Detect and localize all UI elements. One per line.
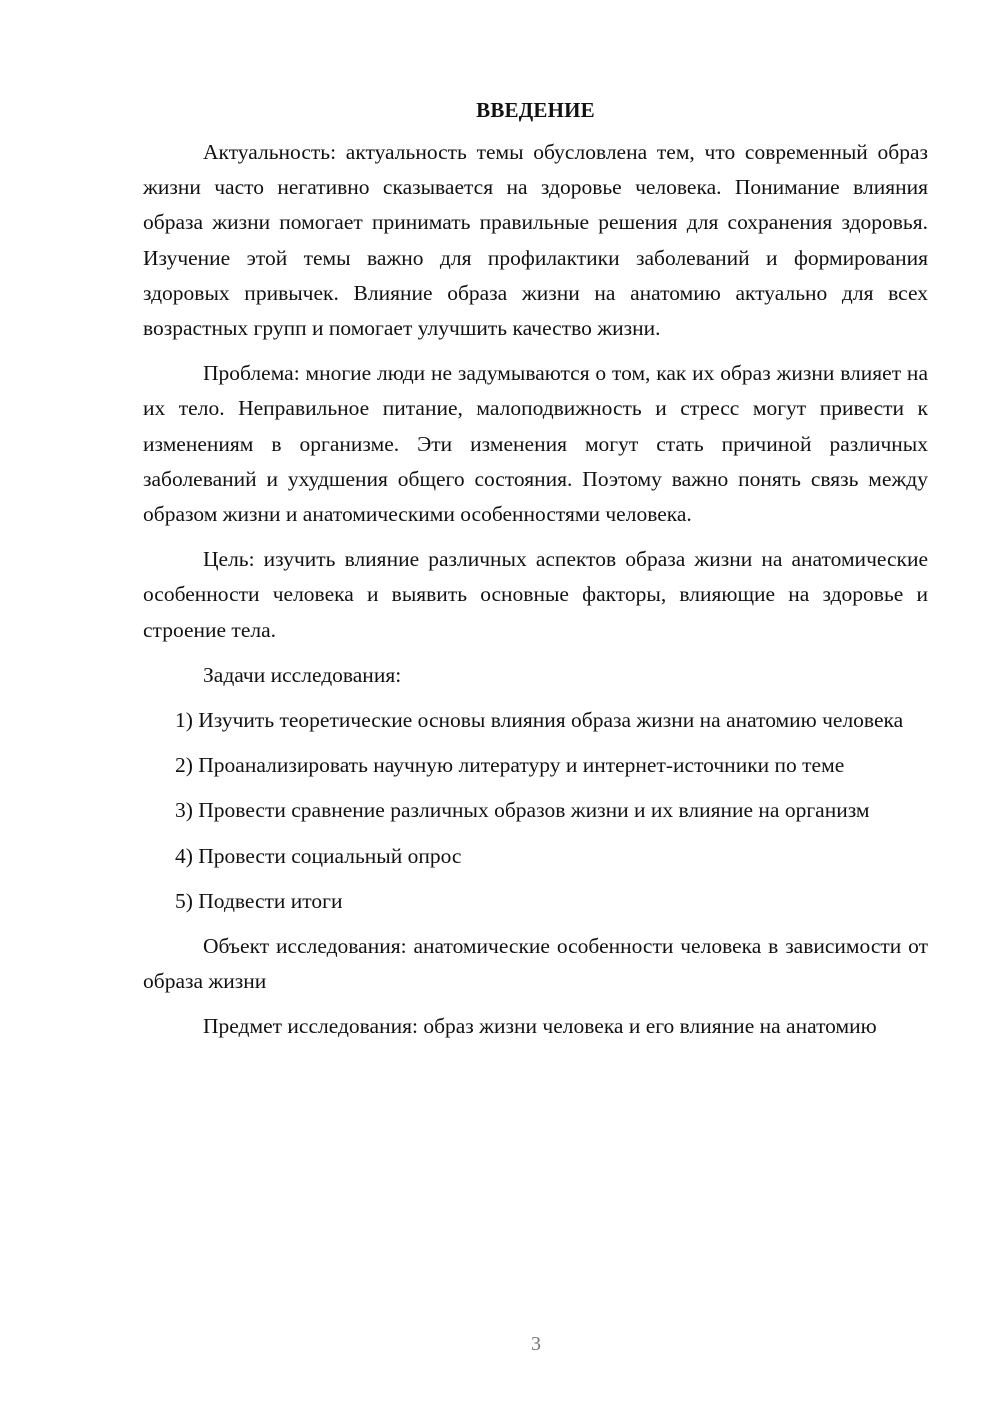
tasks-heading: Задачи исследования: <box>203 662 402 687</box>
task-item-5: 5) Подвести итоги <box>175 888 343 913</box>
task-item-2: 2) Проанализировать научную литературу и интернет-источники по теме <box>175 753 845 778</box>
document-body <box>143 93 928 1055</box>
problem-paragraph: Проблема: многие люди не задумываются о том, как их образ жизни влияет на их тело. Неправильное питание, малоподвижность и стресс могут привести к изменениям в организме. Эти изменения могут стать причиной различных заболеваний и ухудшения общего состояния. Поэтому важно понять связь между образом жизни и анатомическими особенностями человека. <box>143 361 928 527</box>
task-item-3: 3) Провести сравнение различных образов жизни и их влияние на организм <box>175 798 870 823</box>
section-title: ВВЕДЕНИЕ <box>476 98 595 122</box>
research-subject-paragraph: Предмет исследования: образ жизни человека и его влияние на анатомию <box>203 1014 877 1039</box>
research-object-paragraph: Объект исследования: анатомические особенности человека в зависимости от образа жизни <box>143 934 928 994</box>
page-number: 3 <box>531 1333 541 1355</box>
relevance-paragraph: Актуальность: актуальность темы обусловлена тем, что современный образ жизни часто негативно сказывается на здоровье человека. Понимание влияния образа жизни помогает принимать правильные решения для сохранения здоровья. Изучение этой темы важно для профилактики заболеваний и формирования здоровых привычек. Влияние образа жизни на анатомию актуально для всех возрастных групп и помогает улучшить качество жизни. <box>143 140 928 341</box>
task-item-4: 4) Провести социальный опрос <box>175 843 462 868</box>
goal-paragraph: Цель: изучить влияние различных аспектов образа жизни на анатомические особенности человека и выявить основные факторы, влияющие на здоровье и строение тела. <box>143 547 928 642</box>
task-item-1: 1) Изучить теоретические основы влияния образа жизни на анатомию человека <box>175 708 904 733</box>
